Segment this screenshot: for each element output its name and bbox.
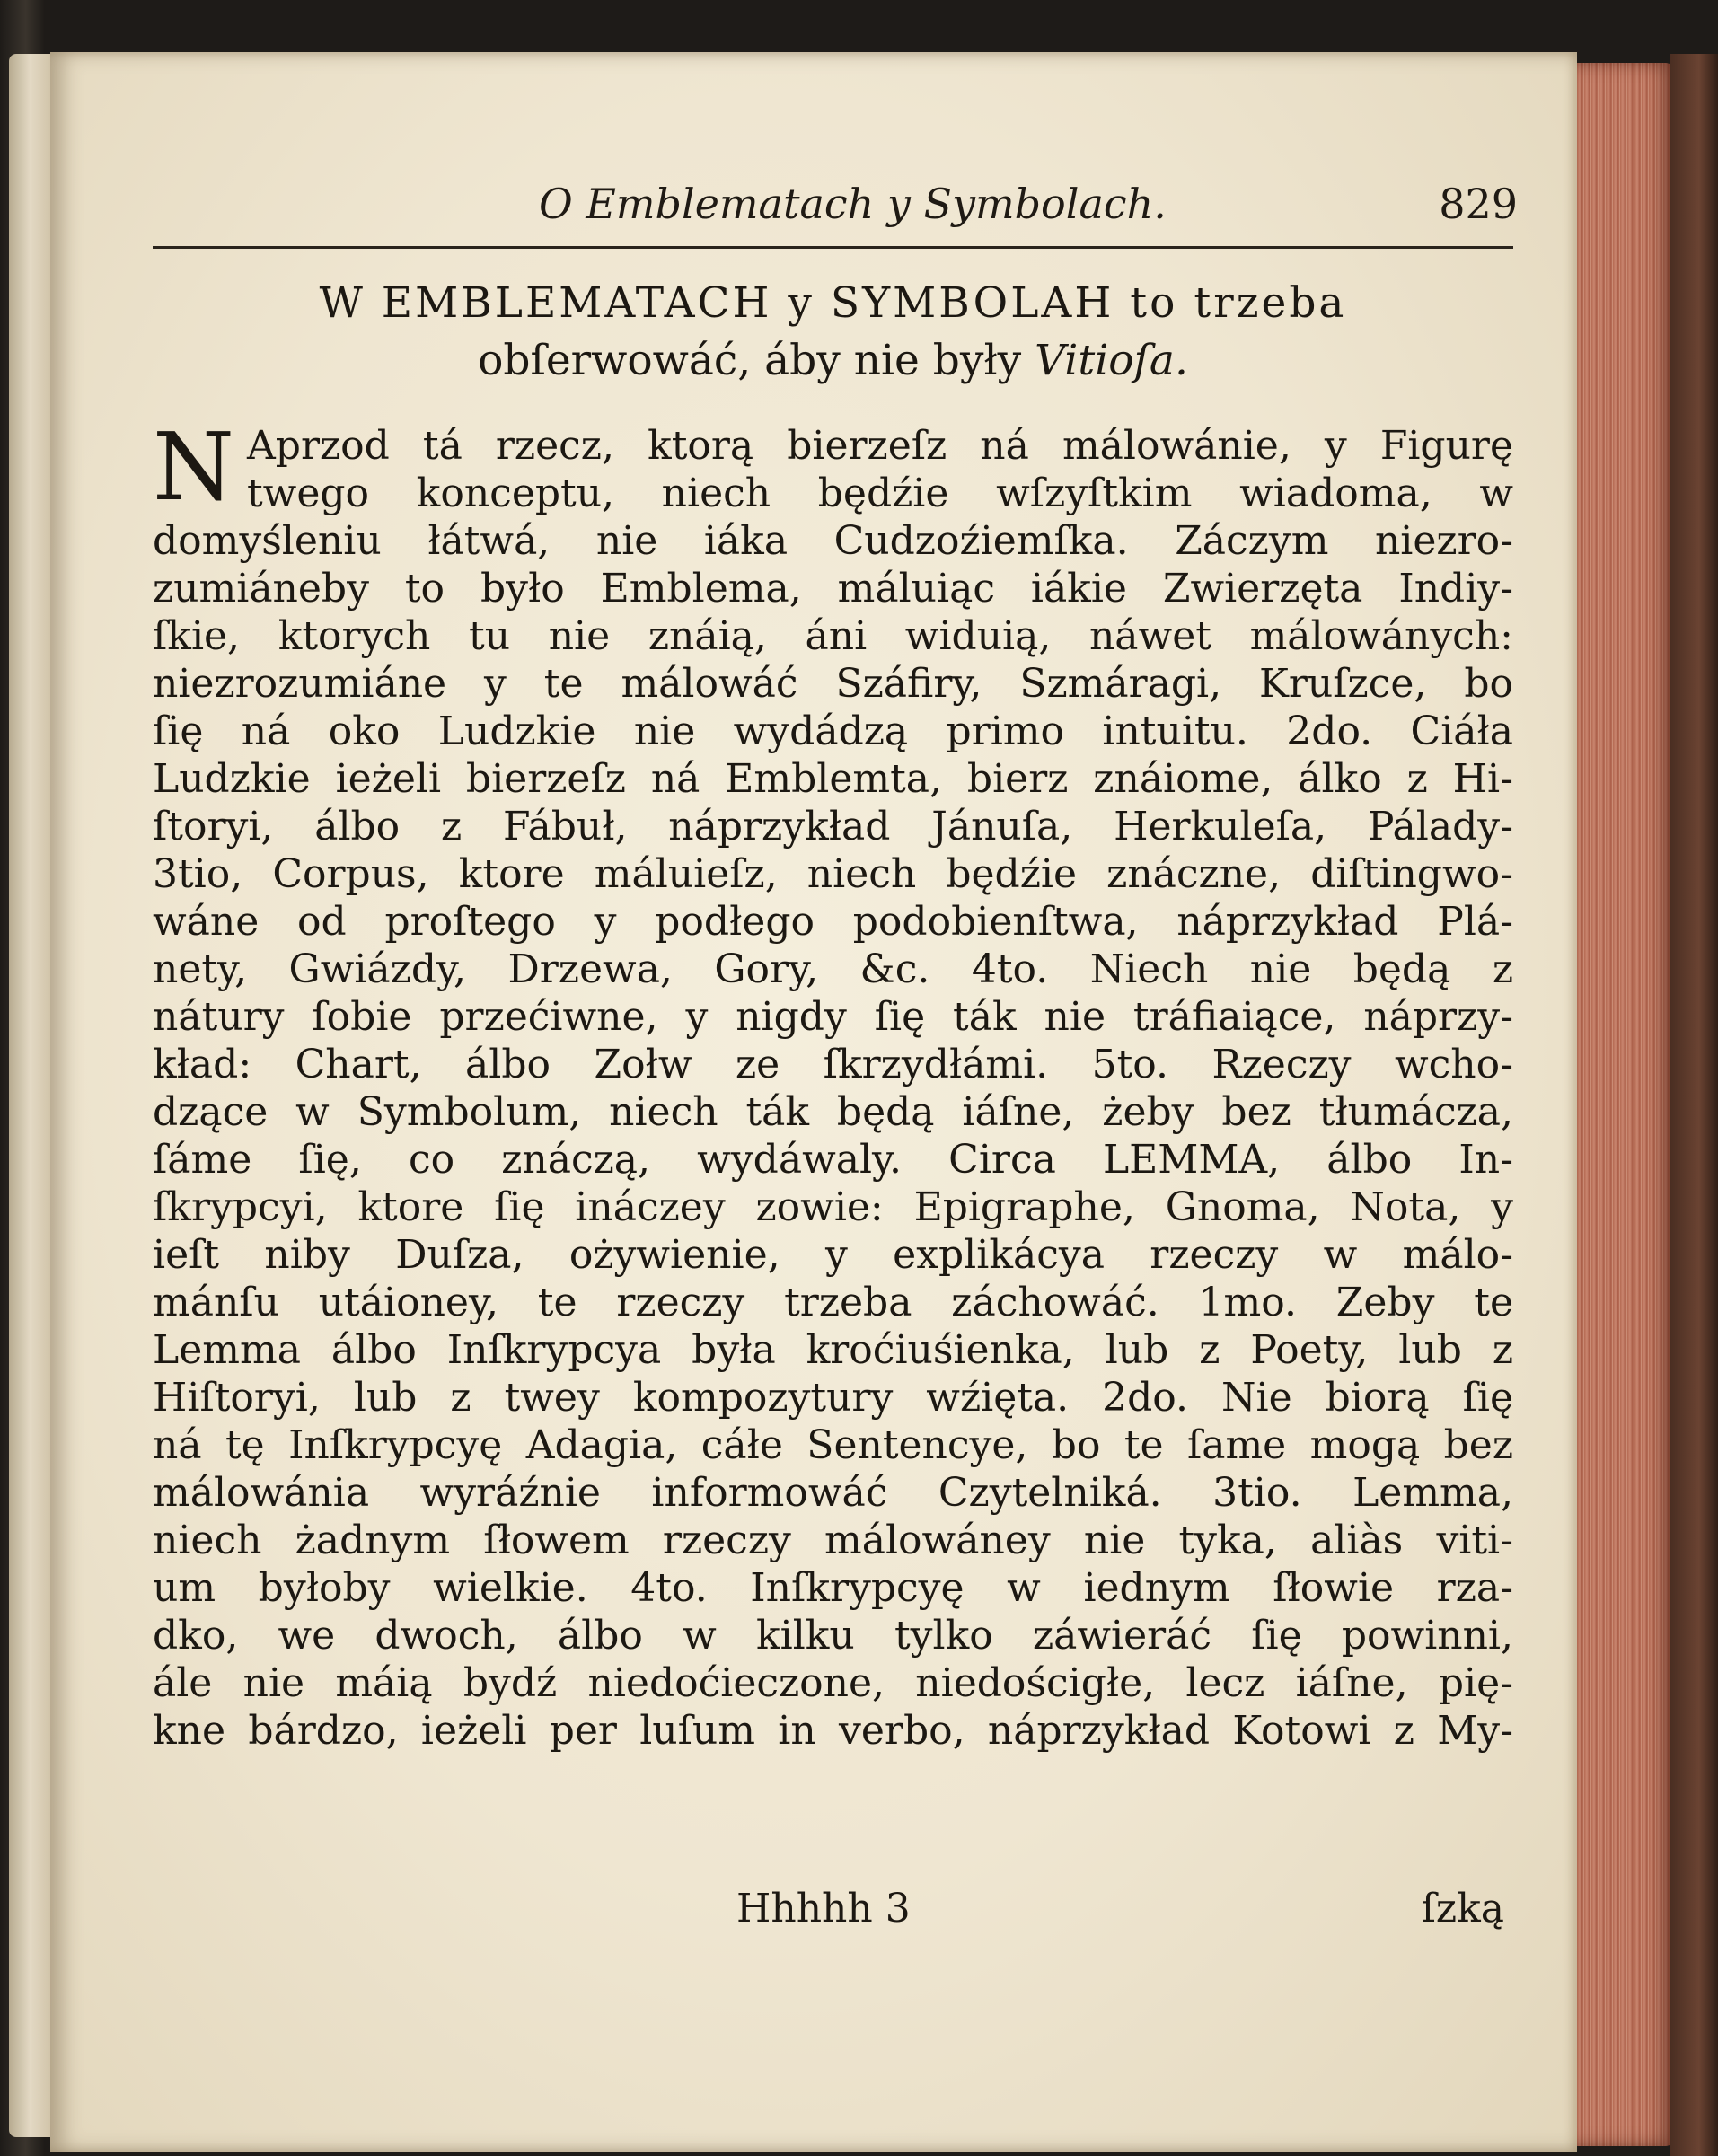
heading-line-2-italic: Vitioſa. (1035, 336, 1188, 385)
text-line: ále nie máią bydź niedoćieczone, niedościgłe, lecz iáſne, pię- (153, 1660, 1513, 1706)
text-line: niech żadnym ſłowem rzeczy málowáney nie tyka, aliàs viti- (153, 1518, 1513, 1563)
text-line: ſáme ſię, co znáczą, wydáwaly. Circa LEMMA, álbo In- (153, 1137, 1513, 1183)
text-line: ſkrypcyi, ktore ſię ináczey zowie: Epigraphe, Gnoma, Nota, y (153, 1184, 1513, 1230)
running-title: O Emblematach y Symbolach. (539, 180, 1167, 228)
text-line: Lemma álbo Inſkrypcya była krоćiuśienka, lub z Poety, lub z (153, 1327, 1513, 1373)
section-heading (153, 275, 1513, 390)
heading-line-1: W EMBLEMATACH y SYMBOLAH to trzeba (319, 278, 1347, 328)
page-header (153, 180, 1518, 251)
header-rule (153, 246, 1513, 249)
catchword: ſzką (1421, 1886, 1504, 1932)
text-line: ná tę Inſkrypcyę Adagia, cáłe Sentencye, bo te ſame mogą bez (153, 1422, 1513, 1468)
page-edges-red (1577, 63, 1676, 2146)
text-line: kład: Chart, álbo Zołw ze ſkrzydłámi. 5to. Rzeczy wcho- (153, 1042, 1513, 1087)
text-line: mánſu utáioney, te rzeczy trzeba záchowáć. 1mo. Zeby te (153, 1280, 1513, 1325)
text-line: um byłoby wielkie. 4to. Inſkrypcyę w iednym ſłowie rza- (153, 1565, 1513, 1611)
text-line: 3tio, Corpus, ktore máluieſz, niech będźie znáczne, diſtingwo- (153, 851, 1513, 897)
text-line: ieſt niby Duſza, ożywienie, y explikácya rzeczy w málo- (153, 1232, 1513, 1278)
signature-mark: Hhhhh 3 (736, 1886, 911, 1932)
heading-line-2-text: obſerwowáć, áby nie były (478, 336, 1035, 385)
text-line: dko, we dwoch, álbo w kilku tylko záwieráć ſię powinni, (153, 1613, 1513, 1659)
text-line: nátury ſobie przećiwne, y nigdy ſię ták nie tráfiaiące, náprzy- (153, 994, 1513, 1040)
text-line: twego konceptu, niech będźie wſzyſtkim wiadoma, w (247, 471, 1513, 516)
text-line: ſtoryi, álbo z Fábuł, náprzykład Jánuſa, Herkuleſa, Pálady- (153, 804, 1513, 849)
book-cover (1670, 54, 1718, 2156)
text-line: dzące w Symbolum, niech ták będą iáſne, żeby bez tłumácza, (153, 1089, 1513, 1135)
text-line: wáne od proſtego y podłego podobienſtwa, náprzykład Plá- (153, 899, 1513, 945)
drop-cap: N (153, 412, 234, 522)
text-line: Hiſtoryi, lub z twey kompozytury wźięta. 2do. Nie biorą ſię (153, 1375, 1513, 1421)
body-text (153, 412, 1513, 1755)
text-line: Ludzkie ieżeli bierzeſz ná Emblemta, bierz znáiome, álko z Hi- (153, 756, 1513, 802)
text-line: ſię ná oko Ludzkie nie wydádzą primo intuitu. 2do. Ciáła (153, 708, 1513, 754)
left-page-edge (9, 54, 56, 2137)
text-line: niezrozumiáne y te málowáć Száfiry, Szmáragi, Kruſzce, bo (153, 661, 1513, 707)
text-line: málowánia wyráźnie informowáć Czytelniká. 3tio. Lemma, (153, 1470, 1513, 1516)
text-line: Aprzod tá rzecz, ktorą bierzeſz ná málowánie, y Figurę (247, 423, 1513, 469)
heading-line-2 (153, 332, 1513, 390)
text-line: nety, Gwiázdy, Drzewa, Gory, &c. 4to. Niech nie będą z (153, 946, 1513, 992)
page-footer (153, 1886, 1513, 1940)
page-number: 829 (1439, 180, 1518, 228)
text-line: ſkie, ktorych tu nie znáią, áni widuią, náwet málowánych: (153, 613, 1513, 659)
text-line: domyśleniu łátwá, nie iáka Cudzoźiemſka. Záczym niezro- (153, 518, 1513, 564)
text-line: knе bárdzo, ieżeli per luſum in verbo, náprzykład Kotowi z My- (153, 1708, 1513, 1754)
text-line: zumiáneby to było Emblema, máluiąc iákie Zwierzęta Indiy- (153, 566, 1513, 612)
